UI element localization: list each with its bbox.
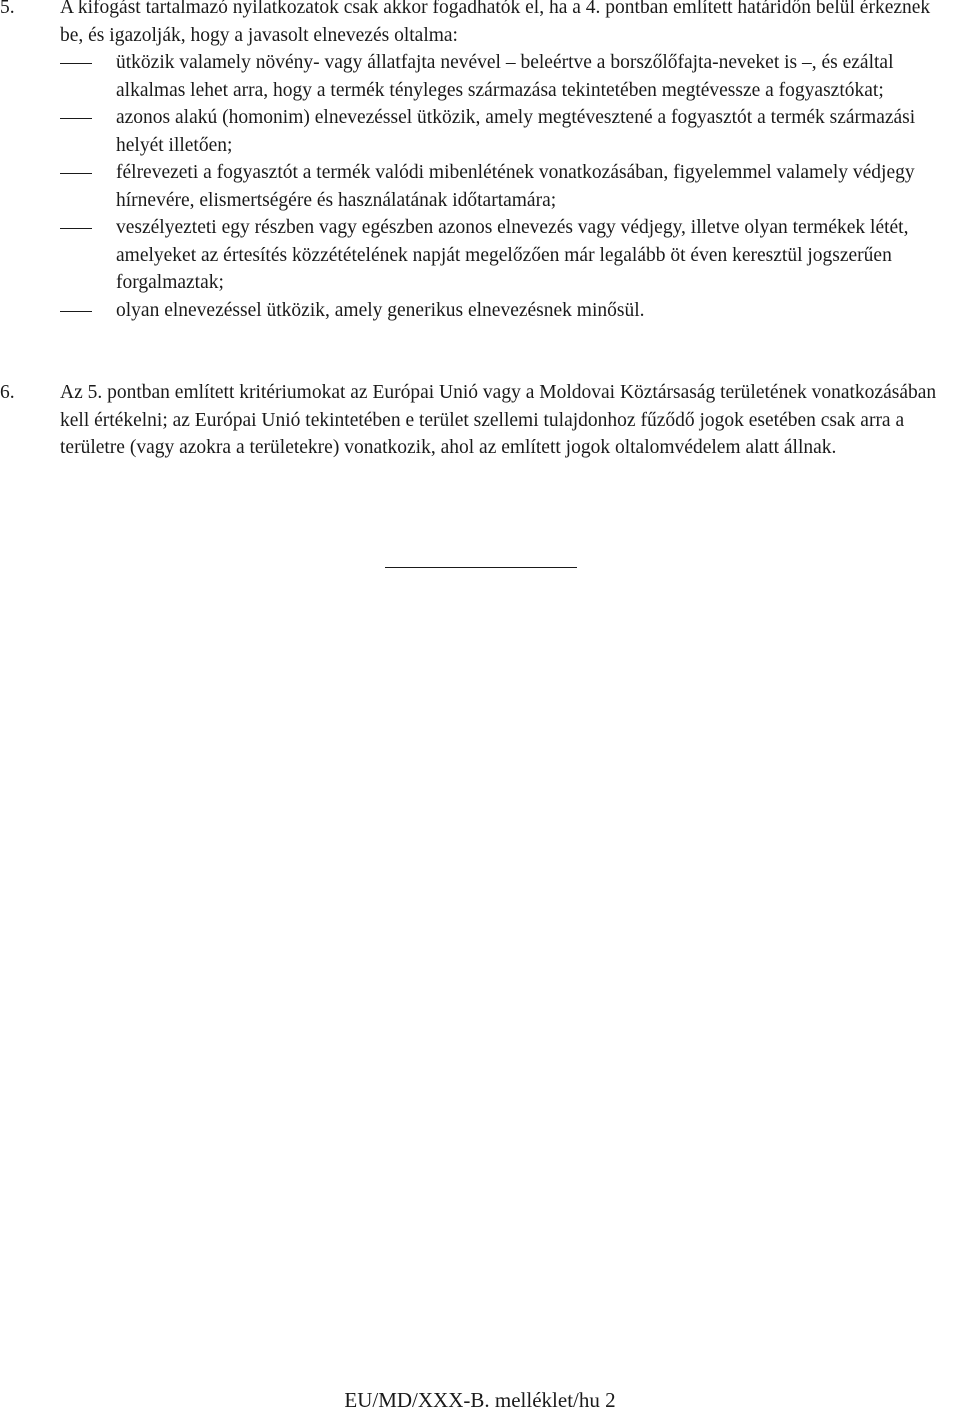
list-item-text: azonos alakú (homonim) elnevezéssel ütközik, amely megtévesztené a fogyasztót a termék származási helyét illetően; xyxy=(116,107,916,156)
dash-bullet xyxy=(60,63,92,64)
list-item xyxy=(60,49,958,104)
list-item xyxy=(60,297,958,325)
paragraph-5 xyxy=(0,0,958,324)
paragraph-number: 6. xyxy=(0,382,15,403)
list-item-text: félrevezeti a fogyasztót a termék valódi mibenlétének vonatkozásában, figyelemmel valamely védjegy hírnevére, elismertségére és használatának időtartamára; xyxy=(116,162,915,211)
dash-bullet xyxy=(60,311,92,312)
list-item-text: veszélyezteti egy részben vagy egészben azonos elnevezés vagy védjegy, illetve olyan termékek létét, amelyeket az értesítés közzétételének napját megelőzően már legalább öt éven keresztül jogszerűen forgalmaztak; xyxy=(116,217,909,293)
paragraph-body: Az 5. pontban említett kritériumokat az Európai Unió vagy a Moldovai Köztársaság területének vonatkozásában kell értékelni; az Európai Unió tekintetében e terület szellemi tulajdonhoz fűződő jogok esetében csak arra a területre (vagy azokra a területekre) vonatkozik, ahol az említett jogok oltalomvédelem alatt állnak. xyxy=(60,382,937,458)
paragraph-body xyxy=(60,0,958,324)
indent-list xyxy=(60,49,958,324)
page-footer: EU/MD/XXX-B. melléklet/hu 2 xyxy=(344,1388,616,1412)
paragraph-number: 5. xyxy=(0,0,15,18)
dash-bullet xyxy=(60,173,92,174)
list-item xyxy=(60,214,958,297)
dash-bullet xyxy=(60,228,92,229)
dash-bullet xyxy=(60,118,92,119)
list-item-text: ütközik valamely növény- vagy állatfajta nevével – beleértve a borszőlőfajta-neveket is –, és ezáltal alkalmas lehet arra, hogy a termék tényleges származása tekintetében megtévessze a fogyasztókat; xyxy=(116,52,894,101)
list-item xyxy=(60,159,958,214)
footnote-separator xyxy=(385,567,577,568)
list-item xyxy=(60,104,958,159)
paragraph-6 xyxy=(0,379,958,462)
list-item-text: olyan elnevezéssel ütközik, amely generikus elnevezésnek minősül. xyxy=(116,299,645,321)
paragraph-intro: A kifogást tartalmazó nyilatkozatok csak akkor fogadhatók el, ha a 4. pontban említett határidőn belül érkeznek be, és igazolják, hogy a javasolt elnevezés oltalma: xyxy=(60,0,931,46)
